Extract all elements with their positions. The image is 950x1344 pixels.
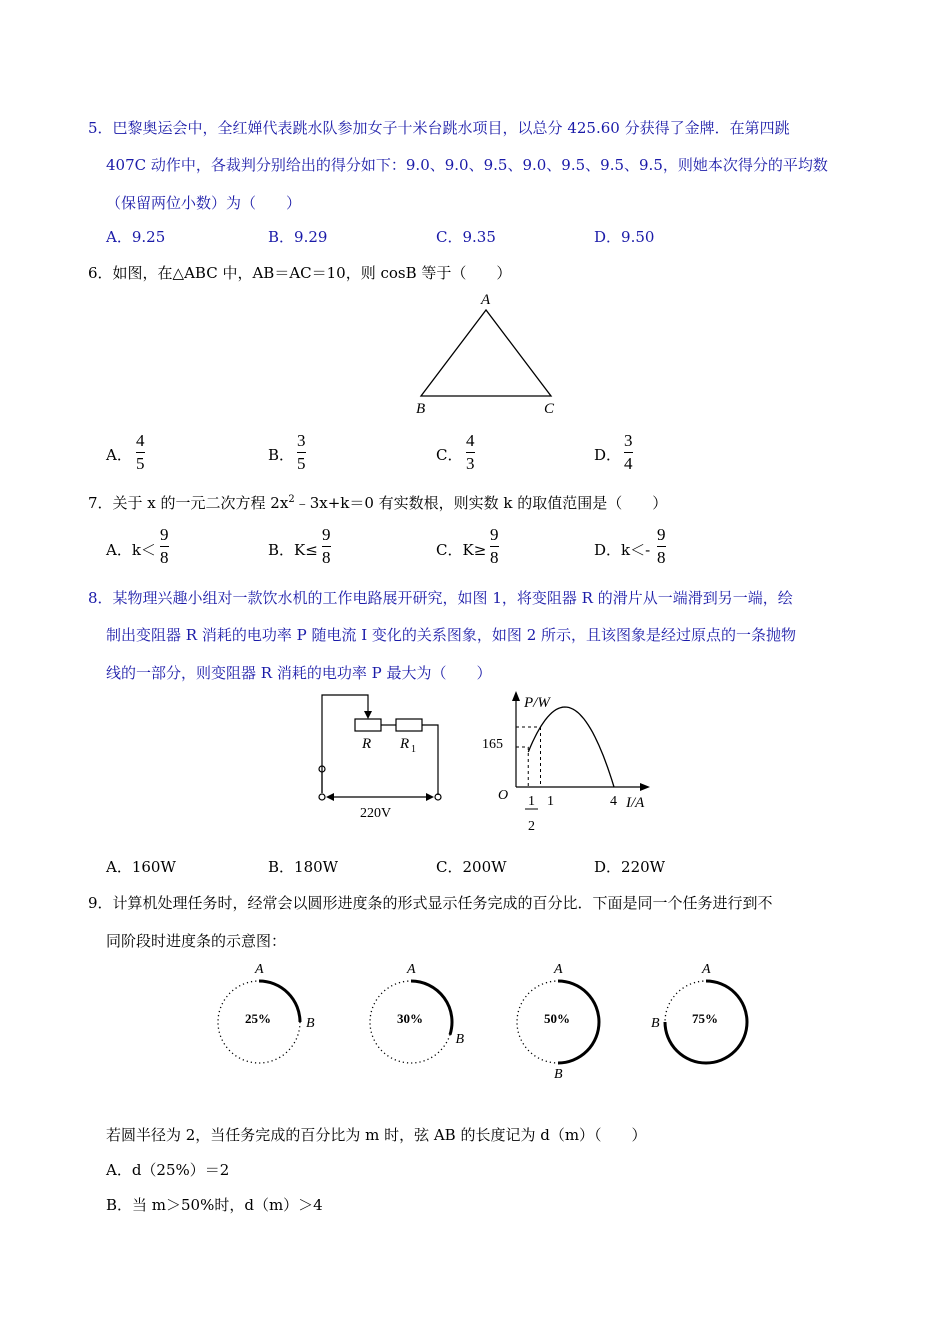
vertex-a-label: A (481, 292, 491, 308)
q6-option-c-letter: C． (436, 446, 463, 464)
q8-option-d: D．220W (594, 858, 666, 876)
q6-stem: 6．如图，在△ABC 中，AB＝AC＝10，则 cosB 等于（ ） (88, 264, 512, 282)
resistor-r (355, 719, 381, 731)
q5-line2: 407C 动作中，各裁判分别给出的得分如下：9.0、9.0、9.5、9.0、9.5、9.5、9.5，则她本次得分的平均数 (106, 156, 828, 174)
q6-option-a-letter: A． (106, 446, 132, 464)
resistor-r1 (396, 719, 422, 731)
q6-option-d-fraction: 3 4 (624, 431, 633, 473)
percent-label: 25% (245, 1011, 271, 1026)
x-tick-half-den: 2 (528, 819, 535, 834)
q5-option-b: B．9.29 (268, 228, 328, 246)
q9-subquestion: 若圆半径为 2，当任务完成的百分比为 m 时，弦 AB 的长度记为 d（m）（ ） (106, 1126, 647, 1144)
y-tick-165: 165 (482, 737, 503, 752)
q6-option-b-fraction: 3 5 (297, 431, 306, 473)
q6-option-d-letter: D． (594, 446, 622, 464)
progress-circle (651, 962, 747, 1063)
y-axis-label: P/W (524, 695, 550, 711)
q8-option-c: C．200W (436, 858, 507, 876)
x-axis-label: I/A (626, 795, 645, 811)
point-b-label: B (651, 1016, 660, 1031)
q5-line1: 5．巴黎奥运会中，全红婵代表跳水队参加女子十米台跳水项目，以总分 425.60 分获得了金牌．在第四跳 (88, 119, 790, 137)
q6-triangle-figure (405, 288, 565, 420)
point-b-label: B (554, 1067, 563, 1082)
origin-label: O (498, 788, 509, 803)
q8-circuit-figure (310, 685, 460, 825)
point-b-label: B (455, 1031, 465, 1047)
q9-option-a: A．d（25%）＝2 (106, 1161, 230, 1179)
percent-label: 50% (544, 1011, 570, 1026)
q7-option-c-fraction: 9 8 (490, 525, 499, 567)
label-r: R (362, 736, 372, 752)
label-r1: R (400, 736, 410, 752)
q7-stem: 7．关于 x 的一元二次方程 $2x^2﹣3x+k=0$ 有实数根，则实数 k 的取值范围是（ ） (88, 494, 668, 512)
progress-arc (411, 981, 452, 1035)
x-tick-1: 1 (547, 794, 554, 809)
q9-progress-circles (200, 955, 770, 1090)
label-voltage: 220V (360, 806, 392, 821)
q5-option-c: C．9.35 (436, 228, 496, 246)
q8-power-graph (480, 685, 660, 840)
progress-circle (517, 962, 599, 1082)
x-tick-4: 4 (610, 794, 617, 809)
q5-option-a: A．9.25 (106, 228, 166, 246)
q8-option-a: A．160W (106, 858, 176, 876)
progress-circle (218, 962, 315, 1063)
power-curve (528, 707, 614, 787)
q8-line1: 8．某物理兴趣小组对一款饮水机的工作电路展开研究，如图 1，将变阻器 R 的滑片从一端滑到另一端，绘 (88, 589, 793, 607)
x-tick-half-num: 1 (528, 794, 535, 809)
vertex-c-label: C (544, 401, 555, 417)
q8-line3: 线的一部分，则变阻器 R 消耗的电功率 P 最大为（ ） (106, 664, 492, 682)
point-a-label: A (255, 962, 264, 977)
triangle-abc (421, 310, 551, 396)
q7-option-d-fraction: 9 8 (657, 525, 666, 567)
q5-option-d: D．9.50 (594, 228, 655, 246)
q8-option-b: B．180W (268, 858, 339, 876)
label-r1-sub: 1 (411, 744, 416, 755)
point-a-label: A (407, 962, 416, 977)
q8-line2: 制出变阻器 R 消耗的电功率 P 随电流 I 变化的关系图象，如图 2 所示，且该图象是经过原点的一条抛物 (106, 626, 797, 644)
percent-label: 75% (692, 1011, 718, 1026)
point-a-label: A (702, 962, 711, 977)
q7-option-a-fraction: 9 8 (160, 525, 169, 567)
q9-line1: 9．计算机处理任务时，经常会以圆形进度条的形式显示任务完成的百分比．下面是同一个任务进行到不 (88, 894, 773, 912)
q6-option-c-fraction: 4 3 (466, 431, 475, 473)
progress-circle (370, 962, 465, 1063)
vertex-b-label: B (416, 401, 426, 417)
q7-option-d: D．k＜- (594, 541, 651, 559)
q9-option-b: B．当 m＞50%时，d（m）＞4 (106, 1196, 323, 1214)
q7-option-b: B．K≤ (268, 541, 318, 559)
q7-option-b-fraction: 9 8 (322, 525, 331, 567)
q7-option-a: A．k＜ (106, 541, 156, 559)
q6-option-a-fraction: 4 5 (136, 431, 145, 473)
q7-option-c: C．K≥ (436, 541, 487, 559)
q9-line2: 同阶段时进度条的示意图： (106, 932, 287, 950)
point-a-label: A (554, 962, 563, 977)
q5-line3: （保留两位小数）为（ ） (106, 194, 302, 212)
q6-option-b-letter: B． (268, 446, 295, 464)
percent-label: 30% (397, 1011, 423, 1026)
point-b-label: B (306, 1016, 315, 1031)
